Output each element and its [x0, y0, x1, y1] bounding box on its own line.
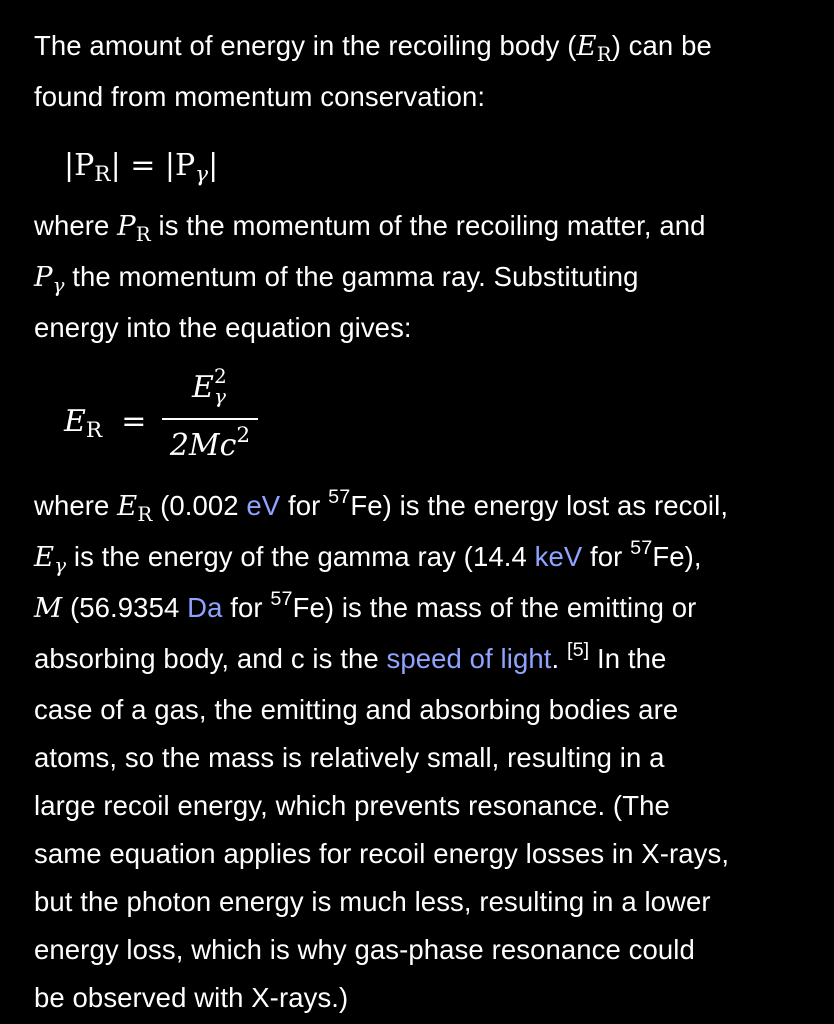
da-link[interactable]: Da — [187, 592, 223, 623]
explanation-line-10: energy loss, which is why gas-phase resonance could — [34, 934, 695, 965]
explanation-paragraph — [34, 482, 814, 1022]
fraction-numerator: E 2 γ — [192, 364, 227, 408]
equation-lhs: $E_R$ = — [64, 404, 147, 444]
momentum-equation: $|P_R| = |P_\gamma|$ — [64, 148, 219, 188]
explanation-line-2: $E_\gamma$ is the energy of the gamma ray (14.4 keV for $^{57}$Fe), — [34, 537, 702, 577]
speed-of-light-link[interactable]: speed of light — [386, 643, 552, 674]
explanation-line-1: where $E_R$ (0.002 eV for $^{57}$Fe) is the energy lost as recoil, — [34, 486, 729, 526]
intro-line-2: found from momentum conservation: — [34, 81, 486, 112]
explanation-line-5: case of a gas, the emitting and absorbing bodies are — [34, 694, 679, 725]
intro-paragraph — [34, 22, 814, 121]
explanation-line-6: atoms, so the mass is relatively small, resulting in a — [34, 742, 665, 773]
explanation-line-3: M (56.9354 Da for $^{57}$Fe) is the mass of the emitting or — [34, 588, 697, 624]
intro-line-1: The amount of energy in the recoiling body $(E_R)$ can be — [34, 30, 712, 66]
momentum-line-1: where $P_R$ is the momentum of the recoiling matter, and — [34, 210, 706, 246]
momentum-line-2: $P_\gamma$ the momentum of the gamma ray. Substituting — [34, 261, 639, 297]
explanation-line-11: be observed with X-rays.) — [34, 982, 349, 1013]
recoil-energy-symbol: $E_R$ — [576, 30, 612, 66]
fraction-denominator: 2Mc$^2$ — [169, 423, 251, 463]
explanation-line-8: same equation applies for recoil energy losses in X-rays, — [34, 838, 730, 869]
explanation-line-9: but the photon energy is much less, resulting in a lower — [34, 886, 711, 917]
kev-link[interactable]: keV — [534, 541, 583, 572]
ev-link[interactable]: eV — [246, 490, 281, 521]
reference-5-link[interactable]: [5] — [566, 639, 590, 662]
explanation-line-7: large recoil energy, which prevents resonance. (The — [34, 790, 670, 821]
fraction-bar — [162, 418, 258, 420]
explanation-line-4: absorbing body, and c is the speed of light. [5] In the — [34, 639, 667, 674]
momentum-paragraph — [34, 202, 814, 352]
momentum-line-3: energy into the equation gives: — [34, 312, 412, 343]
